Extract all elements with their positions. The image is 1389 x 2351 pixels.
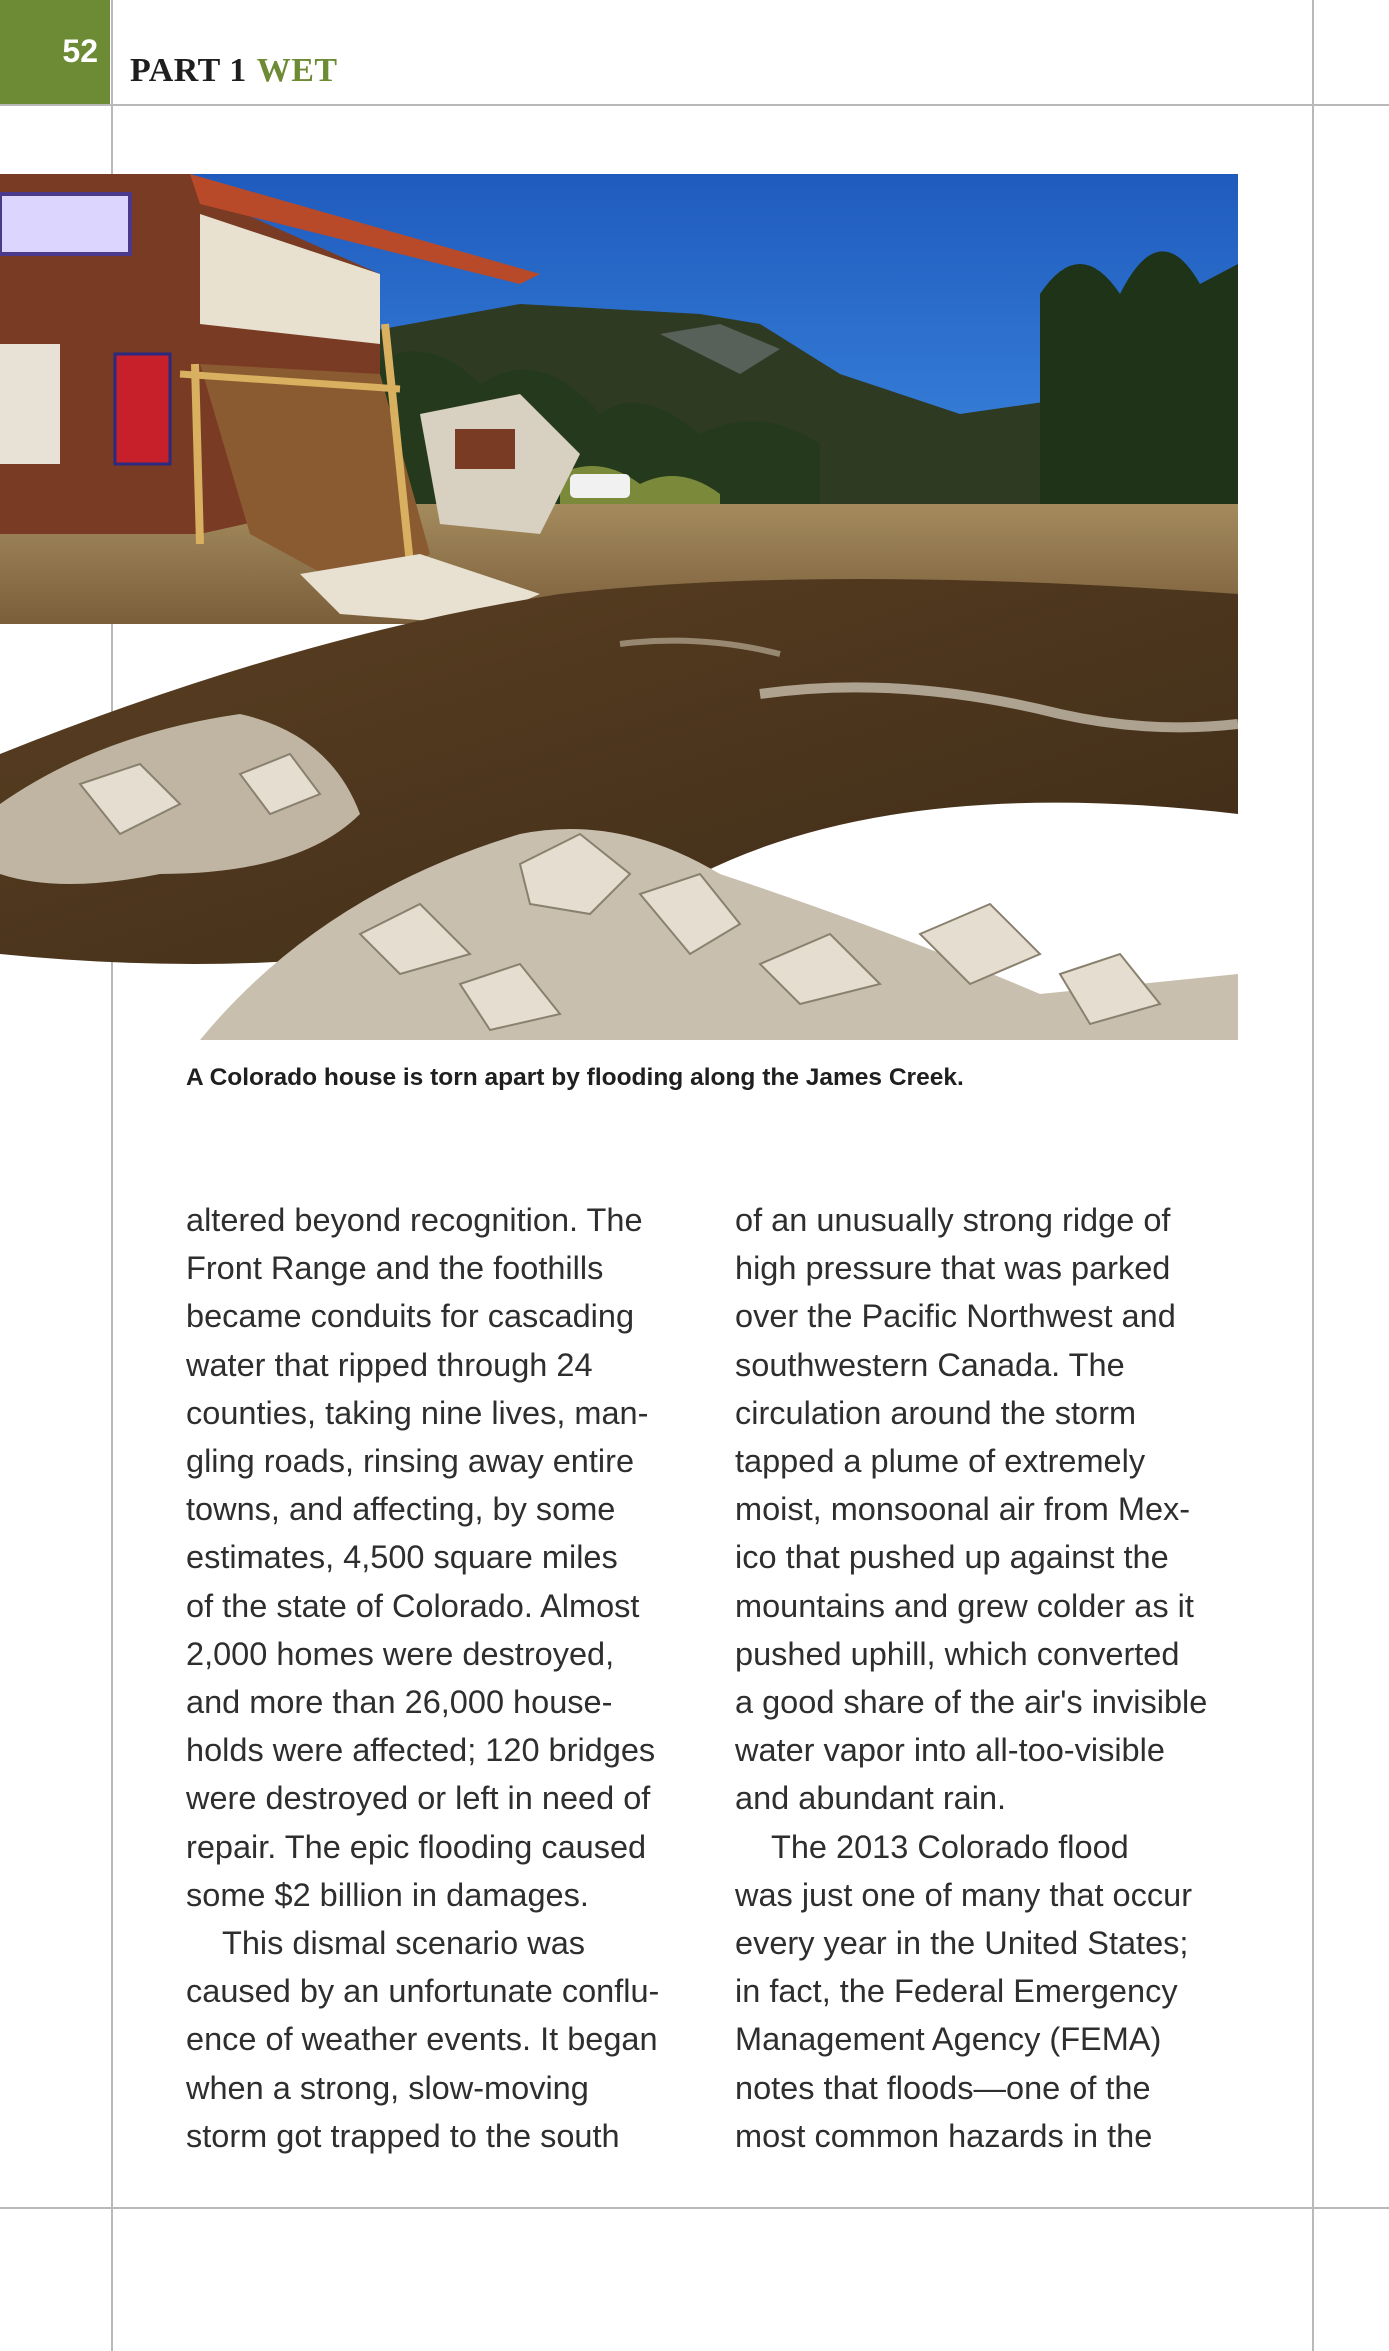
text-line: This dismal scenario was (222, 1925, 586, 1962)
text-line: gling roads, rinsing away entire (186, 1443, 635, 1480)
text-line: counties, taking nine lives, man- (186, 1394, 649, 1431)
text-line: ico that pushed up against the (735, 1539, 1169, 1576)
text-line: mountains and grew colder as it (735, 1587, 1194, 1624)
body-column-left (186, 1196, 706, 2160)
photo-caption: A Colorado house is torn apart by flooding along the James Creek. (186, 1064, 964, 1091)
crop-line-right (1312, 0, 1314, 2351)
crop-line-top (0, 104, 1389, 106)
text-line: tapped a plume of extremely (735, 1443, 1146, 1480)
deck-post (195, 364, 200, 544)
running-head (130, 52, 338, 90)
text-line: southwestern Canada. The (735, 1346, 1125, 1383)
text-line: notes that floods—one of the (735, 2069, 1151, 2106)
text-line: Front Range and the foothills (186, 1250, 604, 1287)
text-line: over the Pacific Northwest and (735, 1298, 1176, 1335)
text-line: when a strong, slow-moving (186, 2069, 589, 2106)
white-vehicle (570, 474, 630, 498)
page-number-tab (0, 0, 110, 104)
paragraph (735, 1823, 1255, 2160)
text-line: and more than 26,000 house- (186, 1684, 613, 1721)
text-line: of an unusually strong ridge of (735, 1202, 1171, 1238)
paragraph (186, 1196, 706, 1919)
text-line: Management Agency (FEMA) (735, 2021, 1162, 2058)
text-line: water that ripped through 24 (186, 1346, 593, 1383)
text-line: altered beyond recognition. The (186, 1202, 643, 1238)
text-line: circulation around the storm (735, 1394, 1137, 1431)
text-line: became conduits for cascading (186, 1298, 635, 1335)
garage-door (0, 344, 60, 464)
text-line: every year in the United States; (735, 1925, 1189, 1962)
section-label: WET (256, 52, 338, 89)
text-line: storm got trapped to the south (186, 2117, 620, 2154)
text-line: water vapor into all-too-visible (735, 1732, 1165, 1769)
text-line: repair. The epic flooding caused (186, 1828, 647, 1865)
text-line: some $2 billion in damages. (186, 1876, 589, 1913)
text-line: in fact, the Federal Emergency (735, 1973, 1178, 2010)
flood-photo-illustration (0, 174, 1238, 1040)
paragraph (735, 1196, 1255, 1823)
flood-photo (0, 174, 1238, 1040)
text-line: was just one of many that occur (735, 1876, 1193, 1913)
text-line: high pressure that was parked (735, 1250, 1171, 1287)
text-line: of the state of Colorado. Almost (186, 1587, 640, 1624)
collapsed-window (455, 429, 515, 469)
text-line: a good share of the air's invisible (735, 1684, 1208, 1721)
part-label: PART 1 (130, 52, 247, 89)
body-column-right (735, 1196, 1255, 2160)
text-line: 2,000 homes were destroyed, (186, 1635, 615, 1672)
text-line: holds were affected; 120 bridges (186, 1732, 656, 1769)
text-line: caused by an unfortunate conflu- (186, 1973, 660, 2010)
text-line: ence of weather events. It began (186, 2021, 658, 2058)
text-line: most common hazards in the (735, 2117, 1153, 2154)
text-line: and abundant rain. (735, 1780, 1007, 1817)
text-line: pushed uphill, which converted (735, 1635, 1180, 1672)
text-line: were destroyed or left in need of (186, 1780, 651, 1817)
page-number: 52 (62, 33, 98, 69)
crop-line-bottom (0, 2207, 1389, 2209)
red-door (115, 354, 170, 464)
house-windows (0, 194, 130, 254)
paragraph (186, 1919, 706, 2160)
text-line: towns, and affecting, by some (186, 1491, 616, 1528)
text-line: estimates, 4,500 square miles (186, 1539, 618, 1576)
text-line: moist, monsoonal air from Mex- (735, 1491, 1191, 1528)
text-line: The 2013 Colorado flood (771, 1828, 1129, 1865)
